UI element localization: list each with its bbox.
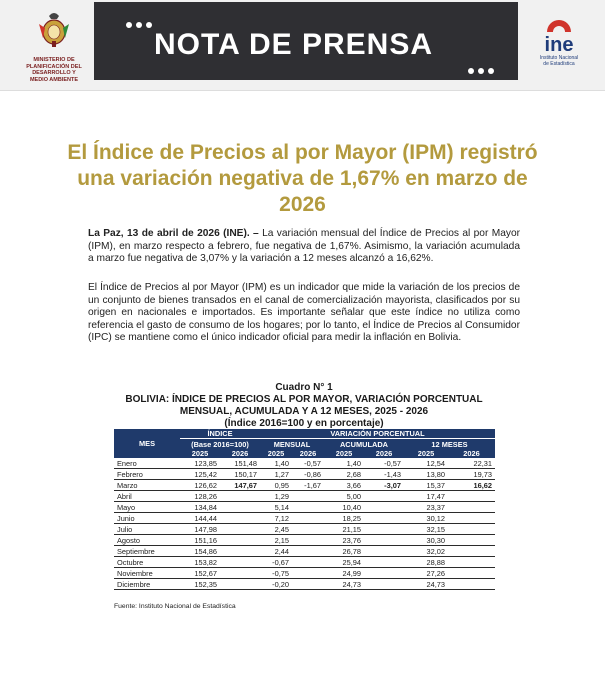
table-row: [114, 568, 495, 579]
col-year-2025: 2025: [404, 449, 448, 458]
cell-m26: [292, 524, 324, 535]
cell-a25: 26,78: [324, 546, 364, 557]
banner-dots-icon: [126, 20, 156, 30]
cell-m25: 2,15: [260, 535, 292, 546]
press-banner: [94, 2, 518, 80]
ipm-table: [114, 429, 495, 590]
cell-d26: [448, 557, 495, 568]
cell-i26: [220, 568, 260, 579]
cell-d26: [448, 535, 495, 546]
cell-i25: 128,26: [180, 491, 220, 502]
ine-logo-text: ine: [544, 34, 574, 56]
cell-a25: 10,40: [324, 502, 364, 513]
table-row: [114, 535, 495, 546]
table-title-line-2: MENSUAL, ACUMULADA Y A 12 MESES, 2025 - 2026: [179, 406, 429, 417]
ine-subtitle: Instituto Nacional de Estadística: [539, 55, 579, 67]
cell-m26: [292, 579, 324, 590]
cell-m26: -0,86: [292, 469, 324, 480]
ine-logo: [530, 16, 588, 67]
cell-d25: 28,88: [404, 557, 448, 568]
cell-a25: 1,40: [324, 458, 364, 469]
cell-a26: [364, 524, 404, 535]
cell-a26: [364, 546, 404, 557]
cell-d26: [448, 502, 495, 513]
cell-i26: [220, 546, 260, 557]
cell-i26: [220, 491, 260, 502]
col-acumulada: ACUMULADA: [324, 439, 404, 450]
cell-m25: -0,75: [260, 568, 292, 579]
cell-m26: [292, 568, 324, 579]
cell-a26: -1,43: [364, 469, 404, 480]
cell-d25: 12,54: [404, 458, 448, 469]
cell-m26: [292, 546, 324, 557]
cell-d26: 16,62: [448, 480, 495, 491]
cell-m25: -0,20: [260, 579, 292, 590]
cell-m26: [292, 502, 324, 513]
col-year-2026: 2026: [364, 449, 404, 458]
cell-d26: [448, 491, 495, 502]
cell-i25: 152,67: [180, 568, 220, 579]
table-row: [114, 579, 495, 590]
cell-a26: [364, 502, 404, 513]
col-12-meses: 12 MESES: [404, 439, 495, 450]
cell-i26: [220, 524, 260, 535]
table-row: [114, 458, 495, 469]
cell-d25: 15,37: [404, 480, 448, 491]
cell-i26: [220, 557, 260, 568]
col-base: (Base 2016=100): [180, 439, 260, 450]
cell-a25: 18,25: [324, 513, 364, 524]
cell-mes: Junio: [114, 513, 180, 524]
table-number: Cuadro N° 1: [275, 382, 333, 393]
cell-a25: 2,68: [324, 469, 364, 480]
cell-m25: 1,40: [260, 458, 292, 469]
cell-i26: [220, 535, 260, 546]
cell-i25: 123,85: [180, 458, 220, 469]
cell-i26: [220, 513, 260, 524]
table-row: [114, 502, 495, 513]
cell-m26: -1,67: [292, 480, 324, 491]
cell-d26: 19,73: [448, 469, 495, 480]
cell-a25: 25,94: [324, 557, 364, 568]
col-year-2026: 2026: [448, 449, 495, 458]
cell-d25: 30,12: [404, 513, 448, 524]
col-indice: ÍNDICE: [180, 429, 260, 439]
cell-m26: -0,57: [292, 458, 324, 469]
press-title: NOTA DE PRENSA: [154, 28, 434, 61]
col-mensual: MENSUAL: [260, 439, 324, 450]
cell-d25: 32,02: [404, 546, 448, 557]
cell-m25: 7,12: [260, 513, 292, 524]
cell-d26: [448, 568, 495, 579]
cell-d26: [448, 579, 495, 590]
cell-i26: 150,17: [220, 469, 260, 480]
cell-m26: [292, 491, 324, 502]
cell-a25: 24,99: [324, 568, 364, 579]
cell-i25: 134,84: [180, 502, 220, 513]
cell-a26: [364, 579, 404, 590]
cell-m26: [292, 557, 324, 568]
col-year-2026: 2026: [292, 449, 324, 458]
cell-m26: [292, 535, 324, 546]
cell-i26: [220, 579, 260, 590]
col-year-2026: 2026: [220, 449, 260, 458]
table-row: [114, 546, 495, 557]
cell-d26: [448, 524, 495, 535]
cell-a25: 5,00: [324, 491, 364, 502]
cell-i26: 147,67: [220, 480, 260, 491]
cell-i25: 151,16: [180, 535, 220, 546]
cell-d25: 17,47: [404, 491, 448, 502]
ine-arc-icon: [544, 16, 574, 32]
cell-a25: 3,66: [324, 480, 364, 491]
cell-mes: Enero: [114, 458, 180, 469]
col-mes: MES: [114, 429, 180, 458]
cell-m25: 1,29: [260, 491, 292, 502]
cell-d25: 32,15: [404, 524, 448, 535]
cell-d25: 24,73: [404, 579, 448, 590]
table-row: [114, 469, 495, 480]
cell-a25: 24,73: [324, 579, 364, 590]
cell-a26: [364, 491, 404, 502]
cell-a25: 23,76: [324, 535, 364, 546]
cell-a26: -3,07: [364, 480, 404, 491]
cell-mes: Agosto: [114, 535, 180, 546]
table-body: [114, 458, 495, 590]
cell-i25: 153,82: [180, 557, 220, 568]
table-row: [114, 557, 495, 568]
cell-m25: 2,44: [260, 546, 292, 557]
dateline: La Paz, 13 de abril de 2026 (INE). –: [88, 228, 259, 239]
cell-mes: Octubre: [114, 557, 180, 568]
cell-d26: 22,31: [448, 458, 495, 469]
cell-m25: 2,45: [260, 524, 292, 535]
paragraph-2: El Índice de Precios al por Mayor (IPM) es un indicador que mide la variación de los precios de un conjunto de bienes transados en el canal de comercialización mayorista, clasificados por su origen en nacionales e importados. Es importante señalar que este índice no utiliza como referencia el gasto de consumo de los hogares; por lo tanto, el Índice de Precios al Consumidor (IPC) se mantiene como el único indicador oficial para medir la inflación en Bolivia.: [88, 282, 520, 344]
cell-a26: [364, 568, 404, 579]
cell-i26: [220, 502, 260, 513]
table-row: [114, 524, 495, 535]
cell-a26: [364, 513, 404, 524]
paragraph-1: [88, 228, 520, 266]
cell-d25: 23,37: [404, 502, 448, 513]
cell-mes: Abril: [114, 491, 180, 502]
bolivia-crest-icon: [35, 10, 73, 50]
ministry-logo: [22, 10, 86, 83]
table-row: [114, 480, 495, 491]
col-year-2025: 2025: [260, 449, 292, 458]
cell-a26: [364, 535, 404, 546]
cell-mes: Febrero: [114, 469, 180, 480]
cell-d26: [448, 546, 495, 557]
col-year-2025: 2025: [324, 449, 364, 458]
cell-mes: Mayo: [114, 502, 180, 513]
cell-mes: Diciembre: [114, 579, 180, 590]
col-variacion: VARIACIÓN PORCENTUAL: [260, 429, 495, 439]
table-row: [114, 491, 495, 502]
cell-mes: Marzo: [114, 480, 180, 491]
col-year-2025: 2025: [180, 449, 220, 458]
headline: El Índice de Precios al por Mayor (IPM) registró una variación negativa de 1,67% en marzo de 2026: [67, 141, 538, 216]
paragraph-1-text: La variación mensual del Índice de Precios al por Mayor (IPM), en marzo respecto a febrero, fue negativa de 1,67%. Asimismo, la variación acumulada a marzo fue negativa de 3,07% y la variación a 12 meses alcanzó a 16,62%.: [88, 228, 521, 265]
table-row: [114, 513, 495, 524]
banner-dots-bottom-icon: [468, 66, 498, 76]
cell-i26: 151,48: [220, 458, 260, 469]
cell-i25: 126,62: [180, 480, 220, 491]
cell-mes: Julio: [114, 524, 180, 535]
header-band: [0, 0, 605, 91]
cell-i25: 154,86: [180, 546, 220, 557]
cell-m25: 5,14: [260, 502, 292, 513]
cell-d25: 27,26: [404, 568, 448, 579]
cell-a25: 21,15: [324, 524, 364, 535]
cell-a26: -0,57: [364, 458, 404, 469]
table-source: Fuente: Instituto Nacional de Estadística: [114, 603, 236, 610]
cell-d25: 30,30: [404, 535, 448, 546]
cell-i25: 125,42: [180, 469, 220, 480]
cell-i25: 144,44: [180, 513, 220, 524]
cell-i25: 152,35: [180, 579, 220, 590]
cell-mes: Septiembre: [114, 546, 180, 557]
cell-m25: 0,95: [260, 480, 292, 491]
cell-d25: 13,80: [404, 469, 448, 480]
table-title-line-1: BOLIVIA: ÍNDICE DE PRECIOS AL POR MAYOR, VARIACIÓN PORCENTUAL: [125, 394, 483, 405]
cell-mes: Noviembre: [114, 568, 180, 579]
ministry-name: MINISTERIO DE PLANIFICACIÓN DEL DESARROLLO Y MEDIO AMBIENTE: [26, 57, 82, 83]
cell-m25: -0,67: [260, 557, 292, 568]
table-subtitle: (Índice 2016=100 y en porcentaje): [224, 418, 384, 429]
cell-d26: [448, 513, 495, 524]
cell-i25: 147,98: [180, 524, 220, 535]
cell-a26: [364, 557, 404, 568]
cell-m26: [292, 513, 324, 524]
cell-m25: 1,27: [260, 469, 292, 480]
